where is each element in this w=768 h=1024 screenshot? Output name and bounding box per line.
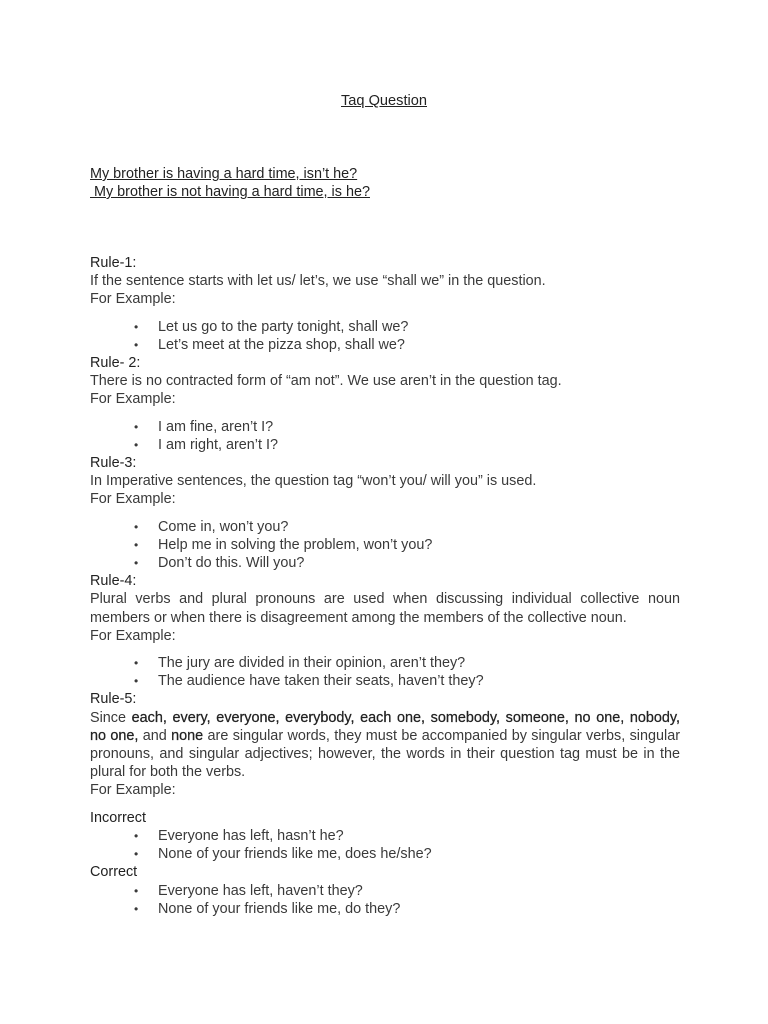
incorrect-examples	[90, 827, 690, 863]
list-item: • Don’t do this. Will you?	[134, 555, 305, 572]
correct-examples	[90, 882, 690, 918]
rule-2-text: There is no contracted form of “am not”. We use aren’t in the question tag.	[90, 373, 562, 390]
bullet-icon: •	[134, 519, 139, 534]
rule-1-examples	[90, 318, 690, 354]
intro-examples	[90, 165, 370, 201]
rule-3-text: In Imperative sentences, the question tag “won’t you/ will you” is used.	[90, 473, 537, 490]
list-item: • Everyone has left, haven’t they?	[134, 882, 363, 899]
rule-1-for-example: For Example:	[90, 291, 176, 308]
bullet-icon: •	[134, 674, 139, 689]
list-item: • Let’s meet at the pizza shop, shall we?	[134, 336, 405, 353]
rule-3-for-example: For Example:	[90, 491, 176, 508]
list-item: • None of your friends like me, do they?	[134, 900, 401, 917]
incorrect-label: Incorrect	[90, 809, 146, 826]
bullet-icon: •	[134, 901, 139, 916]
bullet-icon: •	[134, 437, 139, 452]
rule-4-examples	[90, 654, 690, 690]
bullet-icon: •	[134, 537, 139, 552]
bullet-icon: •	[134, 656, 139, 671]
rule-4-heading: Rule-4:	[90, 573, 137, 590]
intro-line-1: My brother is having a hard time, isn’t he?	[90, 166, 358, 182]
rule-5-none: none	[171, 727, 204, 744]
bullet-icon: •	[134, 828, 139, 843]
list-item: • None of your friends like me, does he/she?	[134, 846, 432, 863]
rule-5-for-example: For Example:	[90, 782, 176, 799]
rule-4-for-example: For Example:	[90, 627, 176, 644]
rule-1-heading: Rule-1:	[90, 255, 137, 271]
rule-1-text: If the sentence starts with let us/ let’s, we use “shall we” in the question.	[90, 273, 546, 290]
list-item: • The audience have taken their seats, haven’t they?	[134, 673, 484, 690]
bullet-icon: •	[134, 319, 139, 334]
rule-4-text: Plural verbs and plural pronouns are used when discussing individual collective noun members or when there is disagreement among the members of the collective noun.	[90, 591, 680, 626]
rule-3-heading: Rule-3:	[90, 455, 137, 472]
bullet-icon: •	[134, 337, 139, 352]
list-item: • Help me in solving the problem, won’t you?	[134, 536, 433, 553]
bullet-icon: •	[134, 847, 139, 862]
rules-section	[90, 254, 690, 918]
rule-2-heading: Rule- 2:	[90, 355, 141, 372]
rule-5-heading: Rule-5:	[90, 691, 137, 708]
bullet-icon: •	[134, 883, 139, 898]
rule-5-text: Since each, every, everyone, everybody, each one, somebody, someone, no one, nobody, no one, and none are singular words, they must be accompanied by singular verbs, singular pronouns, and singular adjectives; however, the words in their question tag must be in the plural for both the verbs.	[90, 709, 680, 781]
list-item: • Everyone has left, hasn’t he?	[134, 827, 344, 844]
list-item: • The jury are divided in their opinion, aren’t they?	[134, 655, 466, 672]
correct-label: Correct	[90, 864, 138, 881]
rule-2-for-example: For Example:	[90, 391, 176, 408]
list-item: • Let us go to the party tonight, shall we?	[134, 318, 409, 335]
page-title: Taq Question	[341, 93, 427, 109]
rule-5-bold-words: each, every, everyone, everybody, each one, somebody, someone, no one, nobody, no one,	[90, 709, 680, 744]
rule-3-examples	[90, 518, 690, 573]
list-item: • I am right, aren’t I?	[134, 436, 278, 453]
bullet-icon: •	[134, 556, 139, 571]
rule-2-examples	[90, 418, 690, 454]
intro-line-2: My brother is not having a hard time, is he?	[90, 184, 370, 200]
bullet-icon: •	[134, 419, 139, 434]
list-item: • Come in, won’t you?	[134, 518, 289, 535]
list-item: • I am fine, aren’t I?	[134, 418, 274, 435]
